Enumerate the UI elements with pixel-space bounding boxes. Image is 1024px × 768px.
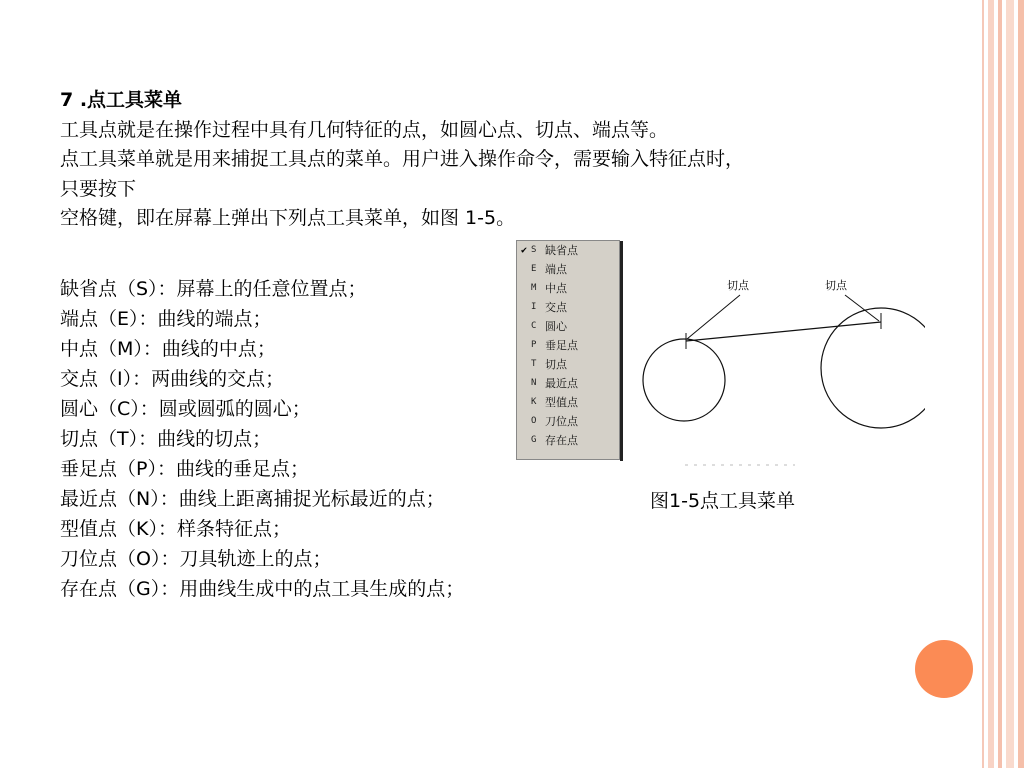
menu-item-key: K <box>531 397 537 407</box>
menu-shadow <box>620 241 623 461</box>
intro-line: 空格键，即在屏幕上弹出下列点工具菜单，如图 1-5。 <box>60 207 516 229</box>
menu-item-center[interactable] <box>517 317 619 336</box>
check-icon: ✔ <box>521 245 528 256</box>
menu-item-key: I <box>531 302 537 312</box>
menu-item-existing-point[interactable] <box>517 431 619 450</box>
definition-item: 中点（M）：曲线的中点； <box>60 338 276 360</box>
definition-item: 端点（E）：曲线的端点； <box>60 308 272 330</box>
figure-caption: 图1-5点工具菜单 <box>650 490 796 512</box>
menu-item-label: 最近点 <box>545 377 578 390</box>
menu-item-control-point[interactable] <box>517 393 619 412</box>
menu-item-key: C <box>531 321 537 331</box>
stripe <box>988 0 994 768</box>
tangent-line <box>686 322 881 341</box>
slide-title: 7 .点工具菜单 <box>60 89 183 111</box>
menu-item-label: 存在点 <box>545 434 578 447</box>
menu-item-label: 垂足点 <box>545 339 578 352</box>
intro-line: 工具点就是在操作过程中具有几何特征的点，如圆心点、切点、端点等。 <box>60 118 669 141</box>
stripe <box>998 0 1002 768</box>
menu-item-label: 刀位点 <box>545 415 578 428</box>
menu-item-label: 型值点 <box>545 396 578 409</box>
definition-item: 刀位点（O）：刀具轨迹上的点； <box>60 548 332 570</box>
menu-item-nearest[interactable] <box>517 374 619 393</box>
menu-item-endpoint[interactable] <box>517 260 619 279</box>
definition-item: 圆心（C）：圆或圆弧的圆心； <box>60 398 311 420</box>
intro-line: 点工具菜单就是用来捕捉工具点的菜单。用户进入操作命令，需要输入特征点时， <box>60 148 745 170</box>
leader-line <box>687 295 740 339</box>
tangent-label-right: 切点 <box>825 279 847 292</box>
intro-line: 只要按下 <box>60 177 137 200</box>
menu-item-label: 缺省点 <box>545 244 578 257</box>
menu-item-key: M <box>531 283 537 293</box>
menu-item-key: G <box>531 435 537 445</box>
tangent-label-left: 切点 <box>727 279 749 292</box>
menu-item-tangent[interactable] <box>517 355 619 374</box>
menu-item-key: P <box>531 340 537 350</box>
definition-item: 切点（T）：曲线的切点； <box>60 428 272 450</box>
decorative-orange-circle <box>915 640 973 698</box>
menu-item-tool-point[interactable] <box>517 412 619 431</box>
menu-item-label: 中点 <box>545 282 567 295</box>
menu-item-key: O <box>531 416 537 426</box>
definition-item: 交点（I）：两曲线的交点； <box>60 368 285 390</box>
menu-item-perpendicular[interactable] <box>517 336 619 355</box>
decorative-border-stripes <box>976 0 1024 768</box>
intro-text <box>60 86 980 234</box>
definition-item: 垂足点（P）：曲线的垂足点； <box>60 458 309 480</box>
tangent-figure <box>635 265 925 470</box>
menu-item-intersection[interactable] <box>517 298 619 317</box>
stripe <box>982 0 984 768</box>
definition-item: 存在点（G）：用曲线生成中的点工具生成的点； <box>60 578 465 600</box>
menu-item-midpoint[interactable] <box>517 279 619 298</box>
definition-item: 最近点（N）：曲线上距离捕捉光标最近的点； <box>60 488 445 510</box>
menu-item-key: N <box>531 378 537 388</box>
definition-item: 型值点（K）：样条特征点； <box>60 518 291 540</box>
menu-item-key: E <box>531 264 537 274</box>
definitions-list <box>60 274 464 604</box>
stripe <box>1018 0 1024 768</box>
menu-item-label: 圆心 <box>545 320 567 333</box>
menu-item-label: 交点 <box>545 301 567 314</box>
menu-item-label: 端点 <box>545 263 567 276</box>
menu-item-key: T <box>531 359 537 369</box>
menu-item-label: 切点 <box>545 358 567 371</box>
definition-item: 缺省点（S）：屏幕上的任意位置点； <box>60 278 367 300</box>
menu-item-default-point[interactable] <box>517 241 619 260</box>
small-circle <box>643 339 725 421</box>
menu-item-key: S <box>531 245 537 255</box>
point-tool-menu <box>516 240 620 460</box>
stripe <box>1006 0 1014 768</box>
